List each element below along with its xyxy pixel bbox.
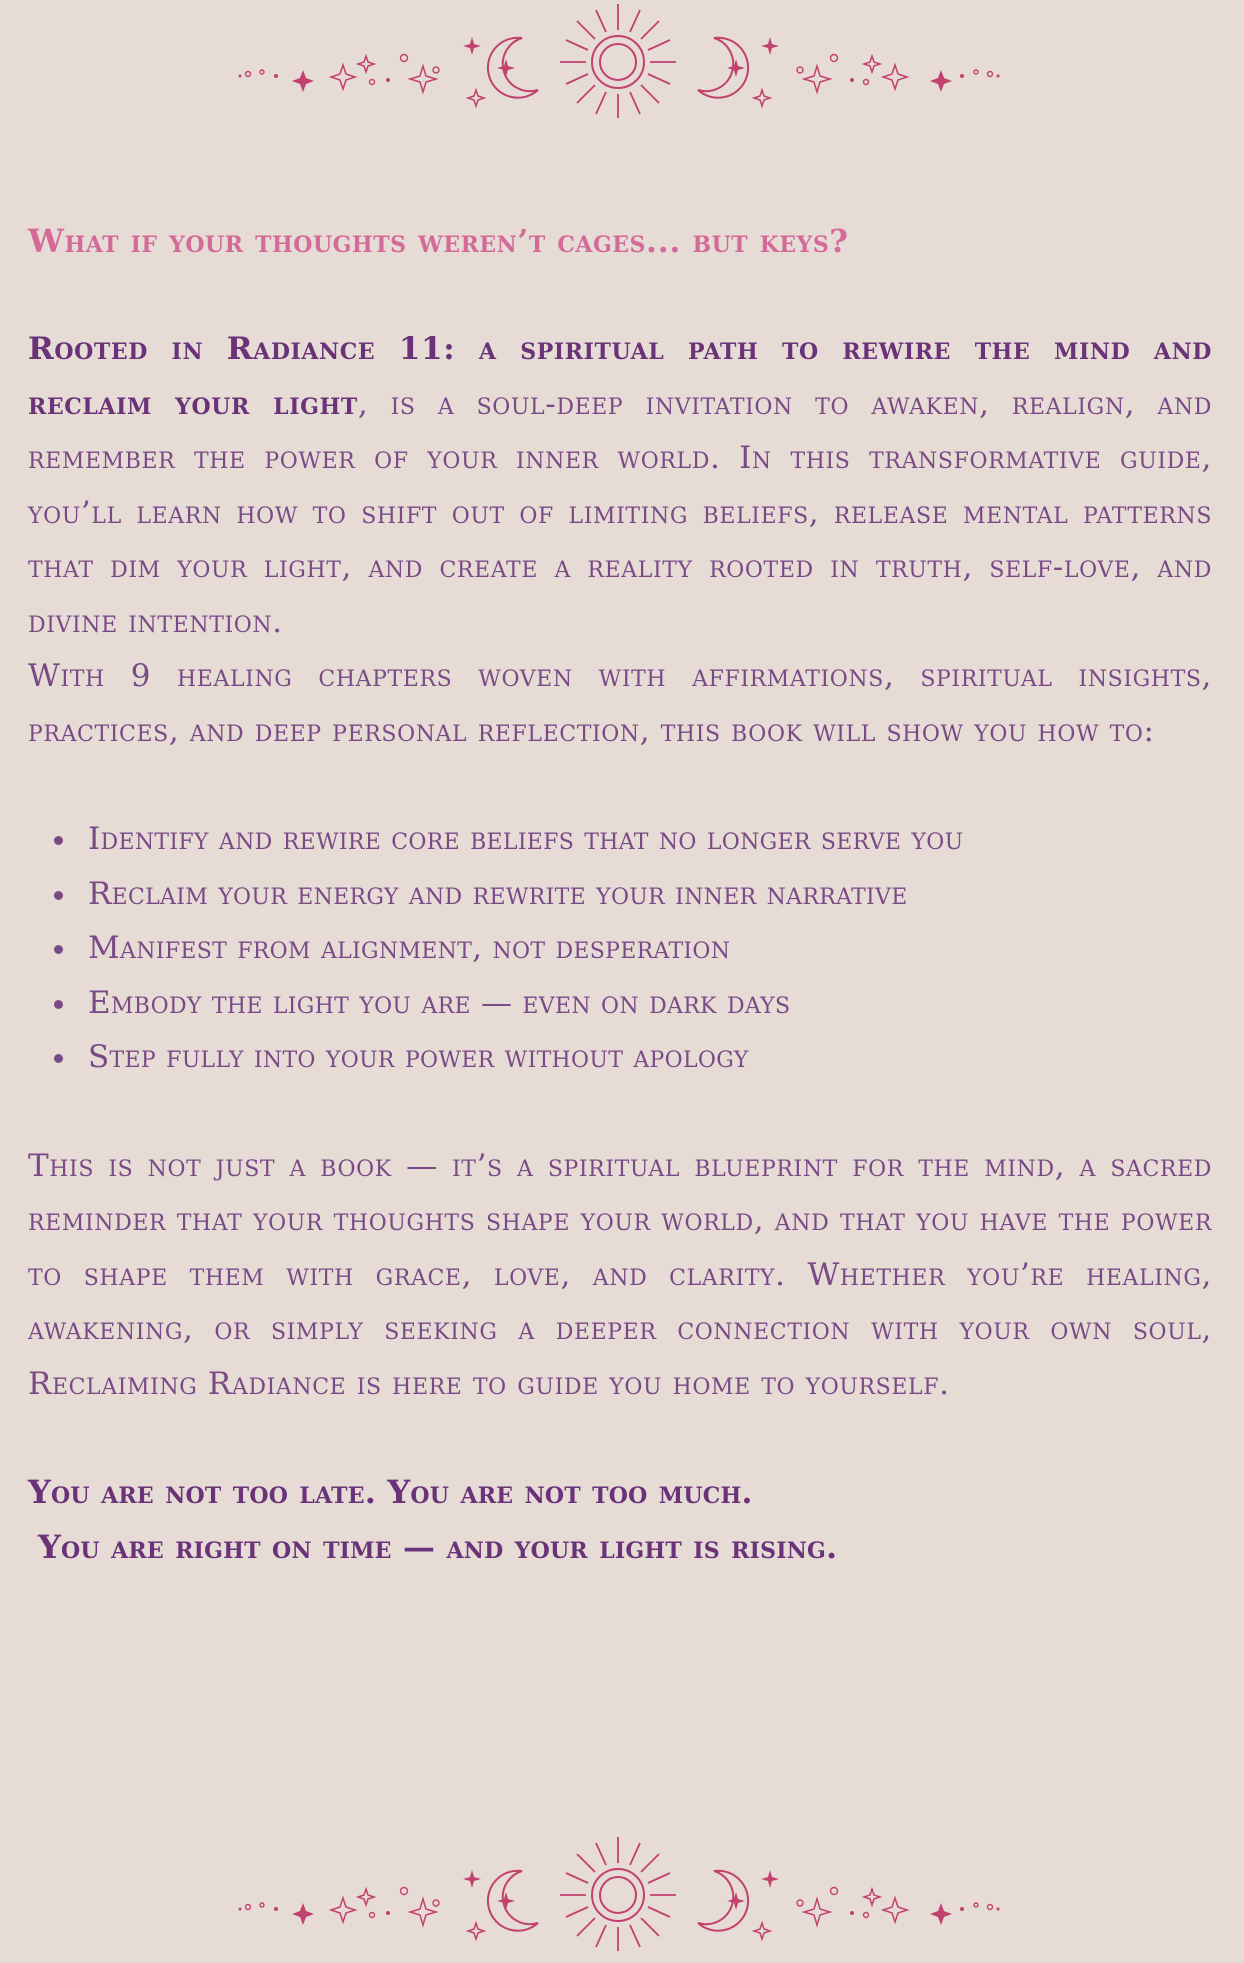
closing-affirmation — [28, 1465, 1212, 1574]
closing-line-1: You are not too late. You are not too much. — [28, 1473, 753, 1511]
intro-paragraph — [28, 322, 1212, 649]
blueprint-paragraph: This is not just a book — it’s a spiritual blueprint for the mind, a sacred reminder that your thoughts shape your world, and that you have the power to shape them with grace, love, and clarity. Whether you’re healing, awakening, or simply seeking a deeper connection with your own soul, Reclaiming Radiance is here to guide you home to yourself. — [28, 1147, 1212, 1402]
benefit-list — [28, 812, 1212, 1085]
intro-body: , is a soul-deep invitation to awaken, realign, and remember the power of your inner world. In this transformative guide, you’ll learn how to shift out of limiting beliefs, release mental patterns that dim your light, and create a reality rooted in truth, self-love, and divine intention. — [28, 385, 1213, 640]
closing-line-2: You are right on time — and your light is rising. — [38, 1527, 838, 1566]
top-ornament — [0, 0, 1244, 130]
list-item: Reclaim your energy and rewrite your inner narrative — [88, 867, 1212, 922]
list-item: Manifest from alignment, not desperation — [88, 921, 1212, 976]
book-description — [28, 212, 1212, 1574]
list-item: Identify and rewire core beliefs that no longer serve you — [88, 812, 1212, 867]
chapters-paragraph: With 9 healing chapters woven with affirmations, spiritual insights, practices, and deep personal reflection, this book will show you how to: — [28, 658, 1212, 749]
celestial-sun-moon-divider-icon — [0, 0, 1244, 130]
celestial-sun-moon-divider-icon — [0, 1833, 1244, 1963]
list-item: Embody the light you are — even on dark days — [88, 976, 1212, 1031]
bottom-ornament — [0, 1833, 1244, 1963]
list-item: Step fully into your power without apology — [88, 1030, 1212, 1085]
book-title: Rooted in Radiance 11: a spiritual path to rewire the mind and reclaim your light — [28, 331, 1212, 422]
hook-question: What if your thoughts weren’t cages... but keys? — [28, 222, 849, 260]
